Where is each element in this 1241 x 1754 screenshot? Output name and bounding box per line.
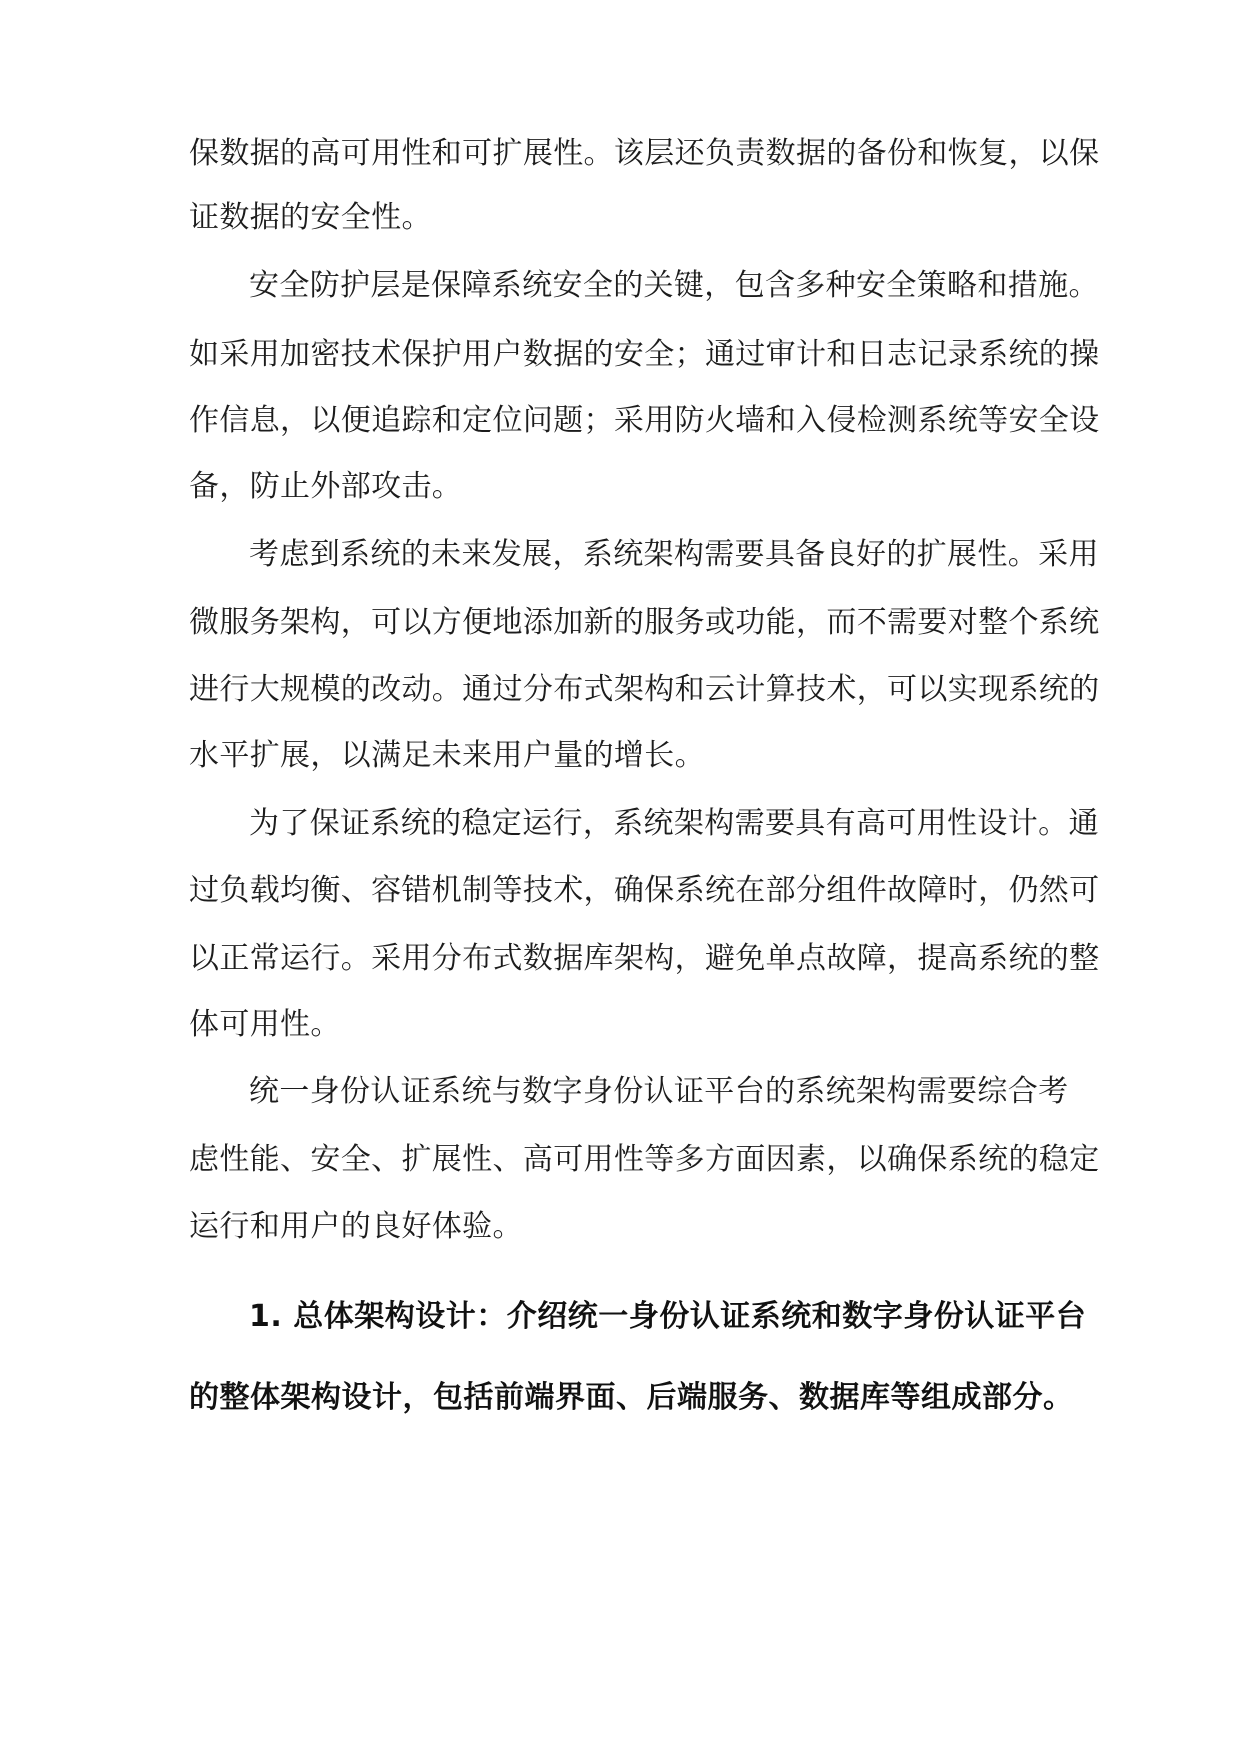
paragraph-4-line-2: 过负载均衡、容错机制等技术，确保系统在部分组件故障时，仍然可: [189, 873, 1100, 908]
paragraph-4-line-3: 以正常运行。采用分布式数据库架构，避免单点故障，提高系统的整: [189, 941, 1100, 976]
paragraph-3-line-2: 微服务架构，可以方便地添加新的服务或功能，而不需要对整个系统: [189, 605, 1100, 640]
paragraph-2-line-4: 备，防止外部攻击。: [189, 469, 463, 504]
paragraph-3-line-3: 进行大规模的改动。通过分布式架构和云计算技术，可以实现系统的: [189, 672, 1100, 707]
paragraph-5-line-1: 统一身份认证系统与数字身份认证平台的系统架构需要综合考: [249, 1074, 1069, 1109]
section-heading-line-1: 1. 总体架构设计：介绍统一身份认证系统和数字身份认证平台: [249, 1299, 1087, 1334]
paragraph-1-line-1: 保数据的高可用性和可扩展性。该层还负责数据的备份和恢复，以保: [189, 136, 1100, 171]
paragraph-2-line-1: 安全防护层是保障系统安全的关键，包含多种安全策略和措施。: [249, 268, 1099, 303]
paragraph-3-line-4: 水平扩展，以满足未来用户量的增长。: [189, 738, 705, 773]
paragraph-4-line-1: 为了保证系统的稳定运行，系统架构需要具有高可用性设计。通: [249, 806, 1099, 841]
section-heading-line-2: 的整体架构设计，包括前端界面、后端服务、数据库等组成部分。: [189, 1380, 1074, 1415]
paragraph-1-line-2: 证数据的安全性。: [189, 200, 432, 235]
paragraph-5-line-3: 运行和用户的良好体验。: [189, 1209, 523, 1244]
paragraph-4-line-4: 体可用性。: [189, 1007, 341, 1042]
paragraph-5-line-2: 虑性能、安全、扩展性、高可用性等多方面因素，以确保系统的稳定: [189, 1142, 1100, 1177]
paragraph-3-line-1: 考虑到系统的未来发展，系统架构需要具备良好的扩展性。采用: [249, 537, 1099, 572]
paragraph-2-line-3: 作信息，以便追踪和定位问题；采用防火墙和入侵检测系统等安全设: [189, 403, 1100, 438]
paragraph-2-line-2: 如采用加密技术保护用户数据的安全；通过审计和日志记录系统的操: [189, 337, 1100, 372]
